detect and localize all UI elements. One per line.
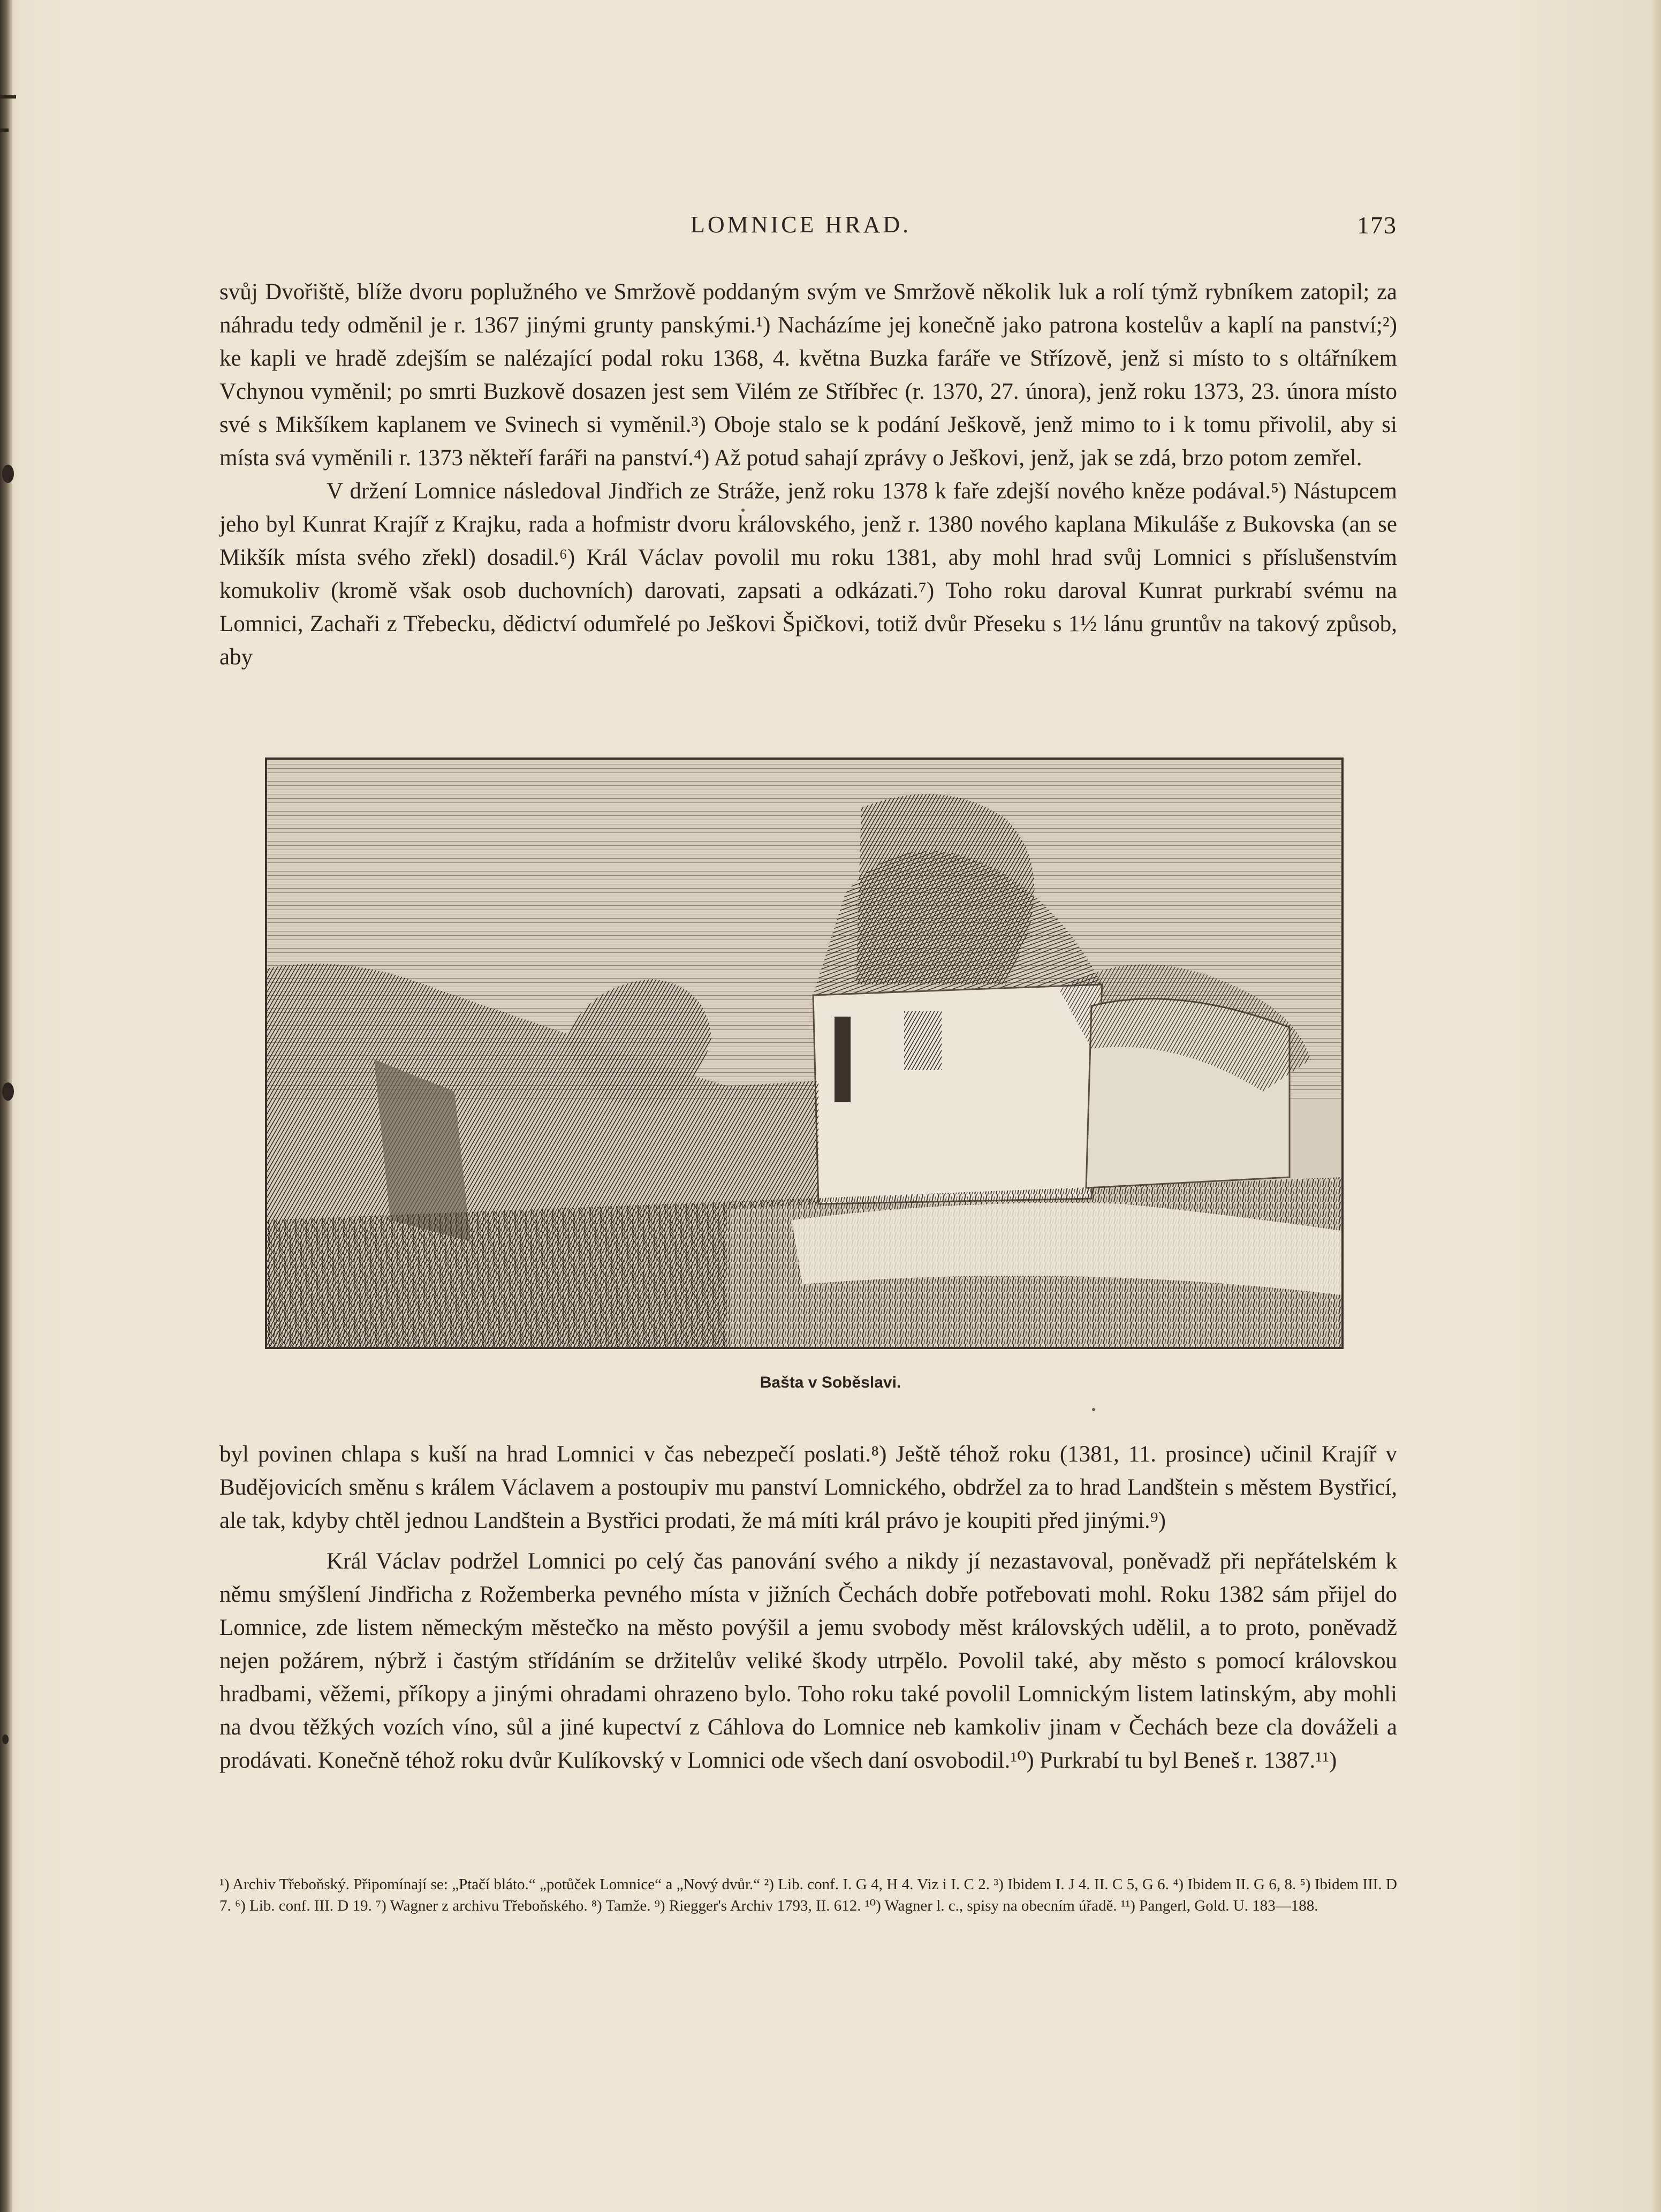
binding-tick [0, 128, 9, 132]
binding-hole [2, 1734, 9, 1744]
bastion-tower [813, 984, 1102, 1204]
body-text-top [219, 276, 1397, 674]
paper-speck [1092, 1408, 1095, 1411]
binding-tick [0, 95, 16, 99]
paragraph: byl povinen chlapa s kuší na hrad Lomnici v čas nebezpečí poslati.⁸) Ještě téhož roku (1381, 11. prosince) učinil Krajíř v Budějovicích směnu s králem Václavem a postoupiv mu panství Lomnického, obdržel za to hrad Landštein s městem Bystřicí, ale tak, kdyby chtěl jednou Landštein a Bystřici prodati, že má míti král právo je koupiti před jinými.⁹) [219, 1442, 1397, 1533]
page-number: 173 [1357, 211, 1397, 239]
footnotes [219, 1874, 1397, 1916]
engraving-illustration [265, 757, 1344, 1349]
running-title: LOMNICE HRAD. [691, 211, 912, 238]
paragraph: Král Václav podržel Lomnici po celý čas panování svého a nikdy jí nezastavoval, poněvadž při nepřátelském k němu smýšlení Jindřicha z Rožemberka pevného místa v jižních Čechách dobře potřebovati mohl. Roku 1382 sám přijel do Lomnice, zde listem německým městečko na město povýšil a jemu svobody měst královských udělil, a to proto, poněvadž nejen požárem, nýbrž i častým střídáním se držitelův veliké škody utrpělo. Povolil také, aby město s pomocí královskou hradbami, věžemi, příkopy a jinými ohradami ohrazeno bylo. Toho roku také povolil Lomnickým listem latinským, aby mohli na dvou těžkých vozích víno, sůl a jiné kupectví z Cáhlova do Lomnice neb kamkoliv jinam v Čechách beze cla dováželi a prodávati. Konečně téhož roku dvůr Kulíkovský v Lomnici ode všech daní osvobodil.¹⁰) Purkrabí tu byl Beneš r. 1387.¹¹) [219, 1549, 1397, 1773]
binding-hole [2, 465, 14, 483]
paper-speck [741, 509, 745, 512]
paragraph: svůj Dvořiště, blíže dvoru poplužného ve Smržově poddaným svým ve Smržově několik luk a rolí týmž rybníkem zatopil; za náhradu tedy odměnil je r. 1367 jinými grunty panskými.¹) Nacházíme jej konečně jako patrona kostelův a kaplí na panství;²) ke kapli ve hradě zdejším se nalézající podal roku 1368, 4. května Buzka faráře ve Střízově, jenž si místo to s oltářníkem Vchynou vyměnil; po smrti Buzkově dosazen jest sem Vilém ze Stříbřec (r. 1370, 27. února), jenž roku 1373, 23. února místo své s Mikšíkem kaplanem ve Svinech si vyměnil.³) Oboje stalo se k podání Ješkově, jenž mimo to i k tomu přivolil, aby si místa svá vyměnili r. 1373 někteří faráři na panství.⁴) Až potud sahají zprávy o Ješkovi, jenž, jak se zdá, brzo potom zemřel. [219, 279, 1397, 471]
body-text-bottom [219, 1438, 1397, 1777]
footnote-text: ¹) Archiv Třeboňský. Připomínají se: „Ptačí bláto.“ „potůček Lomnice“ a „Nový dvůr.“ ²) Lib. conf. I. G 4, H 4. Viz i I. C 2. ³) Ibidem I. J 4. II. C 5, G 6. ⁴) Ibidem II. G 6, 8. ⁵) Ibidem III. D 7. ⁶) Lib. conf. III. D 19. ⁷) Wagner z archivu Třeboňského. ⁸) Tamže. ⁹) Riegger's Archiv 1793, II. 612. ¹⁰) Wagner l. c., spisy na obecním úřadě. ¹¹) Pangerl, Gold. U. 183—188. [219, 1876, 1397, 1914]
figure-caption: Bašta v Soběslavi. [760, 1374, 901, 1391]
paragraph: V držení Lomnice následoval Jindřich ze Stráže, jenž roku 1378 k faře zdejší nového kněze podával.⁵) Nástupcem jeho byl Kunrat Krajíř z Krajku, rada a hofmistr dvoru královského, jenž r. 1380 nového kaplana Mikuláše z Bukovska (an se Mikšík místa svého zřekl) dosadil.⁶) Král Václav povolil mu roku 1381, aby mohl hrad svůj Lomnici s příslušenstvím komukoliv (kromě však osob duchovních) darovati, zapsati a odkázati.⁷) Toho roku daroval Kunrat purkrabí svému na Lomnici, Zachaři z Třebecku, dědictví odumřelé po Ješkovi Špičkovi, totiž dvůr Přeseku s 1½ lánu gruntův na takový způsob, aby [219, 479, 1397, 670]
book-spine [0, 0, 12, 2212]
page-edge [1651, 0, 1661, 2212]
binding-hole [2, 1082, 14, 1101]
bastion-engraving [267, 760, 1341, 1347]
page-header [0, 211, 1661, 243]
